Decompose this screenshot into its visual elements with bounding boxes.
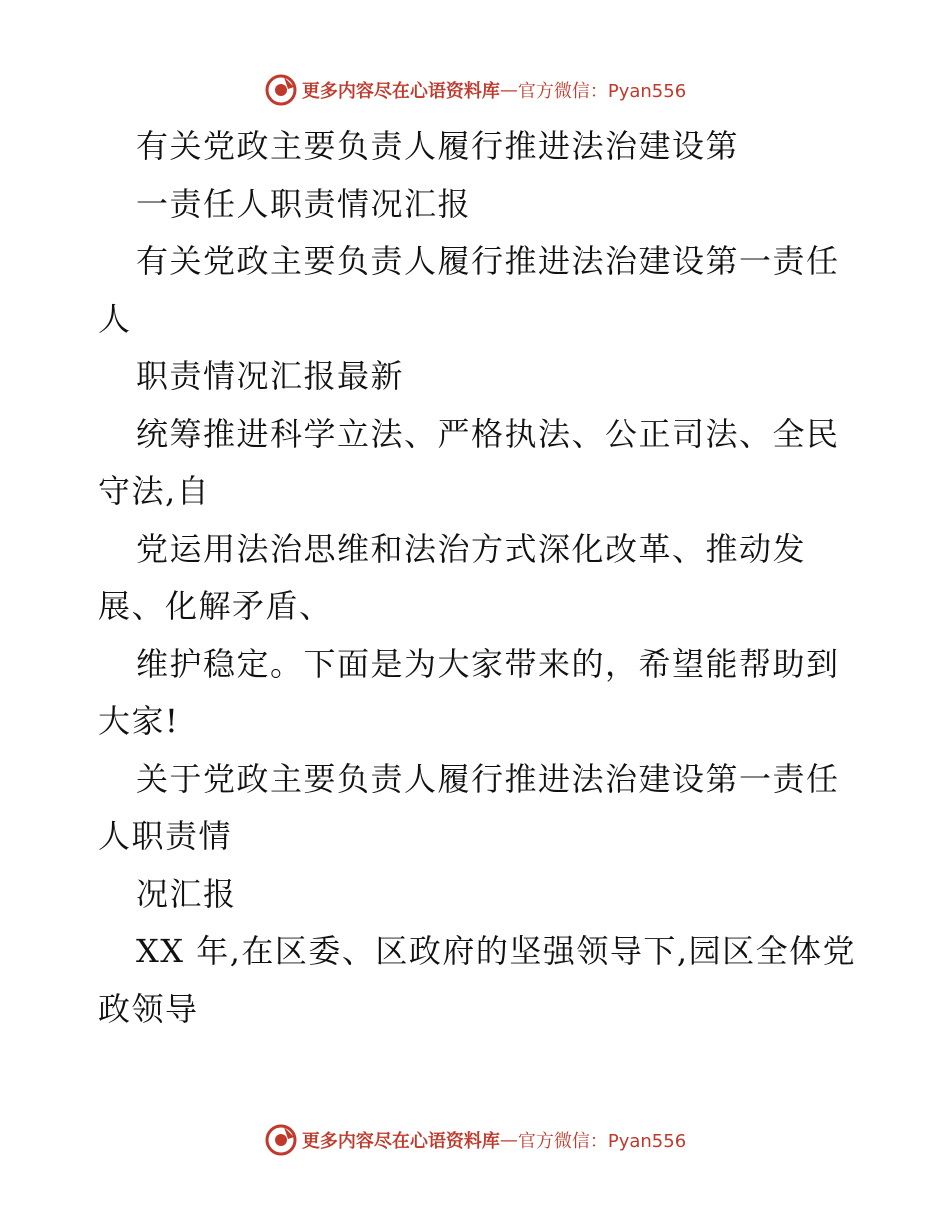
document-body <box>98 118 858 1038</box>
brand-logo-icon <box>264 1123 298 1157</box>
banner-contact: 官方微信：Pyan556 <box>517 1131 687 1152</box>
paragraph: 统筹推进科学立法、严格执法、公正司法、全民守法,自 <box>98 414 840 510</box>
banner-dash: — <box>499 79 518 101</box>
banner-title: 更多内容尽在心语资料库 <box>301 1131 500 1152</box>
paragraph: 有关党政主要负责人履行推进法治建设第一责任人 <box>98 242 840 338</box>
footer-banner <box>0 1120 950 1160</box>
paragraph: 有关党政主要负责人履行推进法治建设第 <box>136 127 740 165</box>
paragraph: 职责情况汇报最新 <box>136 357 405 395</box>
brand-logo-icon <box>264 73 298 107</box>
paragraph: 况汇报 <box>136 874 237 913</box>
banner-title: 更多内容尽在心语资料库 <box>301 81 500 102</box>
paragraph: 党运用法治思维和法治方式深化改革、推动发展、化解矛盾、 <box>98 529 807 625</box>
header-banner <box>0 70 950 110</box>
paragraph: 关于党政主要负责人履行推进法治建设第一责任人职责情 <box>98 759 840 855</box>
banner-dash: — <box>499 1129 518 1151</box>
paragraph: XX 年,在区委、区政府的坚强领导下,园区全体党政领导 <box>98 932 857 1028</box>
banner-contact: 官方微信：Pyan556 <box>517 81 687 102</box>
paragraph: 一责任人职责情况汇报 <box>136 184 472 223</box>
paragraph: 维护稳定。下面是为大家带来的，希望能帮助到大家! <box>98 644 840 740</box>
